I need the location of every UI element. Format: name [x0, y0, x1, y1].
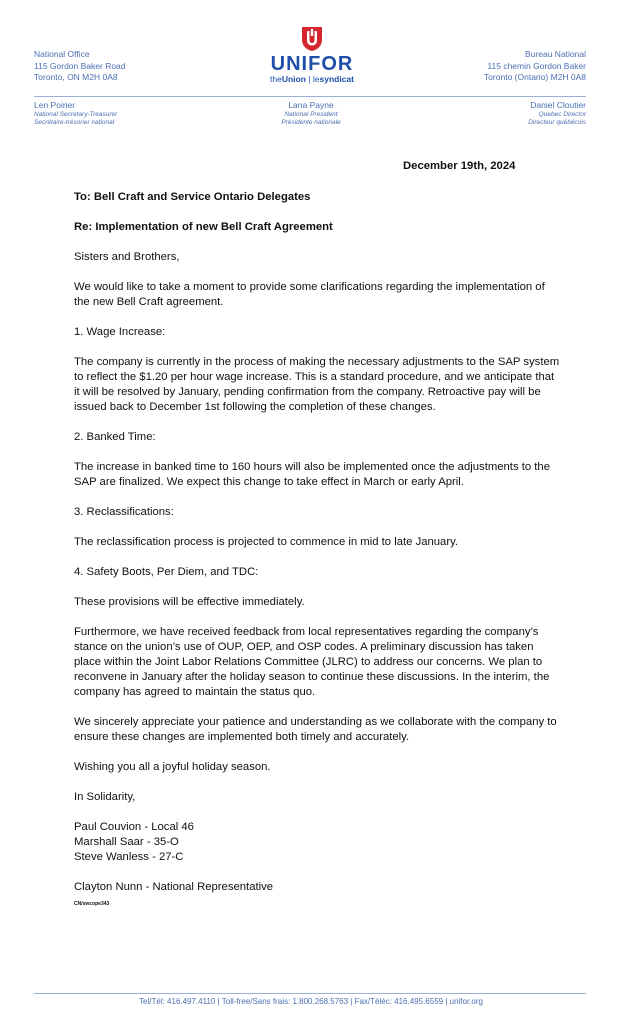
address-line: National Office — [34, 49, 90, 59]
officer-name: Lana Payne — [288, 100, 334, 110]
holiday-wish: Wishing you all a joyful holiday season. — [74, 761, 271, 773]
national-office-address — [34, 49, 126, 84]
logo-tagline: theUnion | lesyndicat — [270, 74, 354, 84]
signatory: Steve Wanless - 27-C — [74, 851, 184, 863]
appreciation-paragraph: We sincerely appreciate your patience and understanding as we collaborate with the company to ensure these changes are implemented both timely and accurately. — [74, 716, 557, 743]
unifor-logo — [262, 26, 362, 85]
national-representative: Clayton Nunn - National Representative — [74, 881, 274, 893]
furthermore-paragraph: Furthermore, we have received feedback from local representatives regarding the company’s stance on the union’s use of OUP, OEP, and OSP codes. A preliminary discussion has taken place within the Joint Labor Relations Committee (JLRC) to address our concerns. We plan to reconvene in January after the holiday season to continue these discussions. In the interim, the company has agreed to maintain the status quo. — [74, 626, 550, 698]
address-line: 115 Gordon Baker Road — [34, 60, 126, 71]
section-paragraph: The increase in banked time to 160 hours will also be implemented once the adjustments to the SAP are finalized. We expect this change to take effect in March or early April. — [74, 461, 550, 488]
section-heading: 2. Banked Time: — [74, 431, 156, 443]
address-line: Toronto, ON M2H 0A8 — [34, 72, 118, 82]
officer-role-fr: Présidente nationale — [281, 118, 341, 126]
signatory-list — [74, 820, 560, 865]
officer-quebec-director — [528, 101, 586, 127]
footer-contact: Tel/Tél: 416.497.4110 | Toll-free/Sans frais: 1.800.268.5763 | Fax/Téléc: 416.495.6559 | unifor.org — [139, 997, 483, 1006]
header-divider — [34, 96, 586, 97]
address-line: Bureau National — [525, 49, 586, 59]
section-paragraph: These provisions will be effective immediately. — [74, 596, 305, 608]
section-heading: 3. Reclassifications: — [74, 506, 174, 518]
unifor-shield-icon — [301, 26, 323, 52]
salutation: Sisters and Brothers, — [74, 251, 180, 263]
signatory: Marshall Saar - 35-O — [74, 836, 179, 848]
letter-subject: Re: Implementation of new Bell Craft Agreement — [74, 221, 333, 233]
reference-code: CN/swcope343 — [74, 901, 110, 907]
address-line: 115 chemin Gordon Baker — [487, 60, 586, 71]
officer-name: Daniel Cloutier — [530, 100, 586, 110]
footer-divider — [34, 993, 586, 994]
letter-recipient: To: Bell Craft and Service Ontario Delegates — [74, 191, 311, 203]
intro-paragraph: We would like to take a moment to provide some clarifications regarding the implementation of the new Bell Craft agreement. — [74, 281, 545, 308]
officer-role-en: Quebec Director — [538, 110, 586, 118]
letter-date: December 19th, 2024 — [403, 160, 516, 172]
officer-name: Len Poirier — [34, 100, 76, 110]
section-paragraph: The reclassification process is projected to commence in mid to late January. — [74, 536, 459, 548]
section-heading: 1. Wage Increase: — [74, 326, 166, 338]
bureau-national-address — [484, 49, 586, 84]
address-line: Toronto (Ontario) M2H 0A8 — [483, 72, 586, 82]
officer-role-fr: Directeur québécois — [528, 118, 586, 126]
section-paragraph: The company is currently in the process of making the necessary adjustments to the SAP system to reflect the $1.20 per hour wage increase. This is a standard procedure, and we anticipate that it will be resolved by January, pending confirmation from the company. Retroactive pay will be issued back to December 1st following the completion of these changes. — [74, 356, 560, 413]
closing: In Solidarity, — [74, 791, 136, 803]
section-heading: 4. Safety Boots, Per Diem, and TDC: — [74, 566, 259, 578]
officer-role-fr: Secrétaire-trésorier national — [34, 118, 115, 126]
signatory: Paul Couvion - Local 46 — [74, 821, 194, 833]
officer-role-en: National President — [284, 110, 338, 118]
logo-wordmark: UNIFOR — [270, 53, 354, 75]
officer-role-en: National Secretary-Treasurer — [34, 110, 118, 118]
letter-body — [74, 190, 560, 912]
